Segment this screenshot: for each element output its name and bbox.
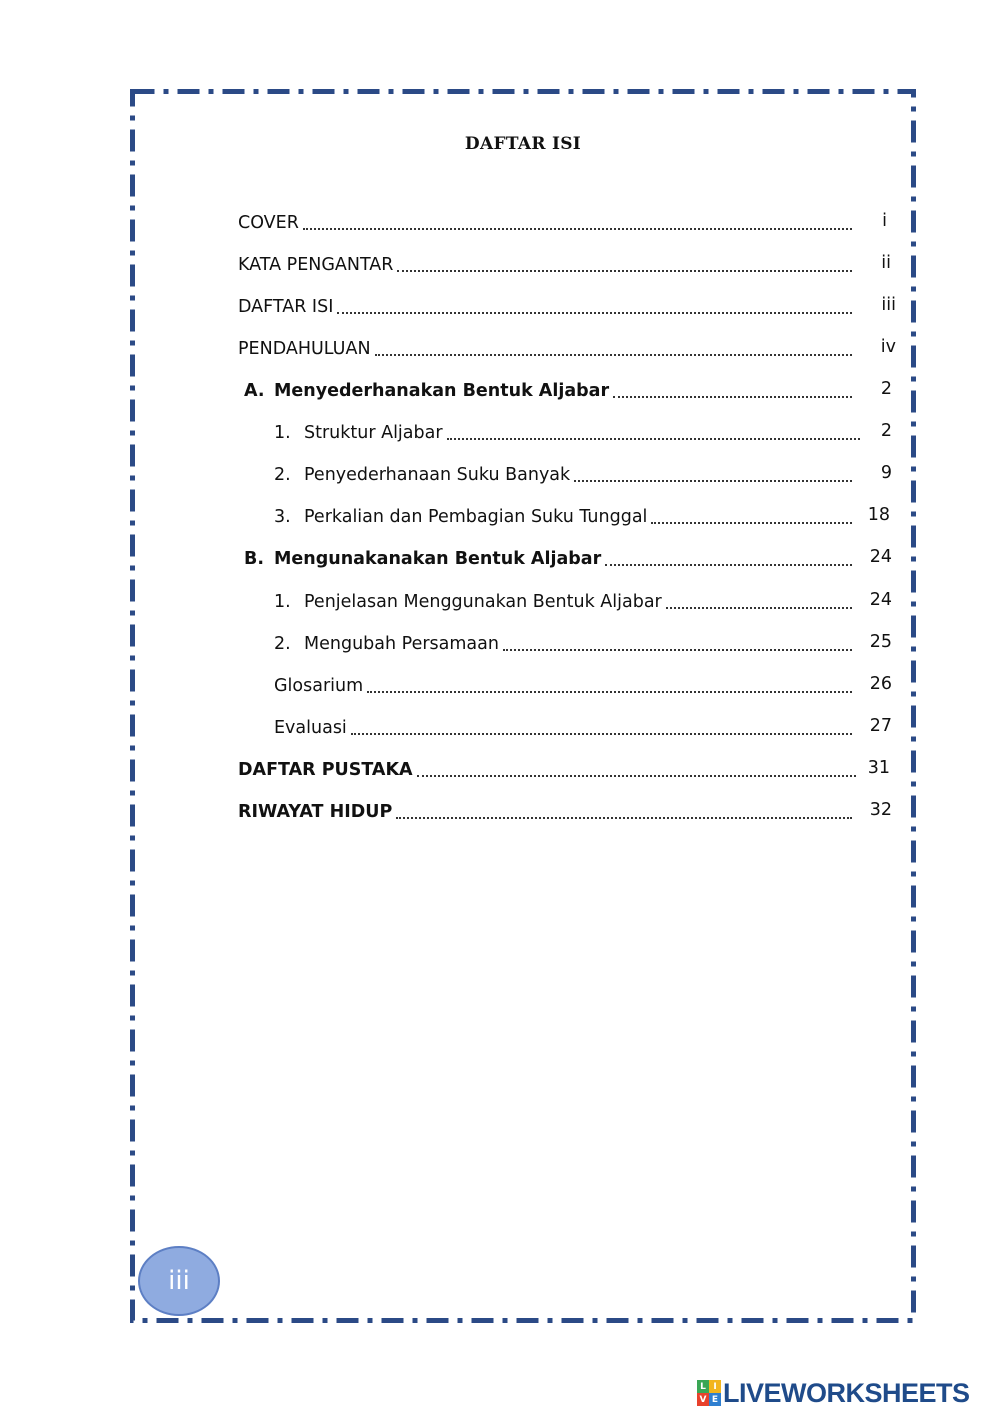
toc-page-number: 24	[869, 590, 892, 610]
toc-page-number: 31	[867, 758, 890, 778]
toc-row-label: KATA PENGANTAR	[238, 255, 394, 275]
toc-row-label: PENDAHULUAN	[238, 339, 371, 359]
toc-row-label: Glosarium	[274, 676, 364, 696]
toc-row-evaluasi	[274, 713, 856, 739]
page-title: DAFTAR ISI	[464, 134, 582, 154]
logo-letter-e: E	[709, 1393, 721, 1406]
toc-row-label: Struktur Aljabar	[304, 423, 443, 443]
toc-row-label: Perkalian dan Pembagian Suku Tunggal	[304, 507, 648, 527]
dotted-leader	[574, 480, 852, 482]
toc-row-number: 1.	[274, 423, 291, 443]
toc-page-number: 32	[869, 800, 892, 820]
dotted-leader	[447, 438, 860, 440]
toc-row-label: DAFTAR PUSTAKA	[238, 760, 413, 780]
dotted-leader	[605, 564, 852, 566]
toc-row-label: Menyederhanakan Bentuk Aljabar	[274, 381, 610, 401]
toc-row-label: COVER	[238, 213, 299, 233]
dotted-leader	[351, 733, 852, 735]
toc-row-kata-pengantar	[238, 250, 856, 276]
toc-row-label: DAFTAR ISI	[238, 297, 334, 317]
toc-row-number: 2.	[274, 465, 291, 485]
toc-row-cover	[238, 208, 856, 234]
toc-page-number: 9	[880, 463, 892, 483]
toc-page-number: ii	[881, 253, 891, 273]
toc-row-b1	[274, 587, 856, 613]
toc-row-label: Penyederhanaan Suku Banyak	[304, 465, 571, 485]
dotted-leader	[337, 312, 852, 314]
toc-row-riwayat-hidup	[238, 797, 856, 823]
liveworksheets-logo-icon	[697, 1380, 721, 1406]
dotted-leader	[303, 228, 852, 230]
toc-row-number: A.	[244, 381, 265, 401]
toc-page-number: 18	[867, 505, 890, 525]
toc-row-a3	[274, 502, 856, 528]
dotted-leader	[396, 817, 852, 819]
liveworksheets-logo	[697, 1376, 970, 1410]
logo-letter-l: L	[697, 1380, 709, 1393]
logo-letter-i: I	[709, 1380, 721, 1393]
dotted-leader	[397, 270, 852, 272]
dotted-leader	[367, 691, 852, 693]
toc-row-label: Penjelasan Menggunakan Bentuk Aljabar	[304, 592, 662, 612]
dotted-leader	[375, 354, 852, 356]
toc-page-number: 24	[869, 547, 892, 567]
toc-row-label: Mengunakanakan Bentuk Aljabar	[274, 549, 602, 569]
toc-row-a2	[274, 460, 856, 486]
toc-row-number: 2.	[274, 634, 291, 654]
toc-page-number: 27	[869, 716, 892, 736]
toc-row-label: Evaluasi	[274, 718, 347, 738]
dotted-leader	[417, 775, 856, 777]
toc-row-b2	[274, 629, 856, 655]
toc-page-number: i	[882, 211, 887, 231]
toc-page-number: iii	[881, 295, 896, 315]
toc-row-daftar-pustaka	[238, 755, 860, 781]
dotted-leader	[651, 522, 852, 524]
toc-row-number: 3.	[274, 507, 291, 527]
toc-row-label: RIWAYAT HIDUP	[238, 802, 393, 822]
toc-row-section-b	[244, 544, 856, 570]
toc-row-number: 1.	[274, 592, 291, 612]
dotted-leader	[613, 396, 852, 398]
toc-row-label: Mengubah Persamaan	[304, 634, 499, 654]
toc-page-number: 2	[880, 379, 892, 399]
toc-row-daftar-isi	[238, 292, 856, 318]
dotted-leader	[503, 649, 852, 651]
toc-page-number: iv	[880, 337, 896, 357]
dotted-leader	[666, 607, 852, 609]
page-number-badge: iii	[138, 1246, 220, 1316]
toc-row-section-a	[244, 376, 856, 402]
toc-row-glosarium	[274, 671, 856, 697]
toc-row-a1	[274, 418, 864, 444]
logo-letter-v: V	[697, 1393, 709, 1406]
toc-row-number: B.	[244, 549, 264, 569]
toc-row-pendahuluan	[238, 334, 856, 360]
toc-page-number: 26	[869, 674, 892, 694]
toc-page-number: 2	[880, 421, 892, 441]
brand-name: LIVEWORKSHEETS	[723, 1377, 970, 1408]
toc-page-number: 25	[869, 632, 892, 652]
